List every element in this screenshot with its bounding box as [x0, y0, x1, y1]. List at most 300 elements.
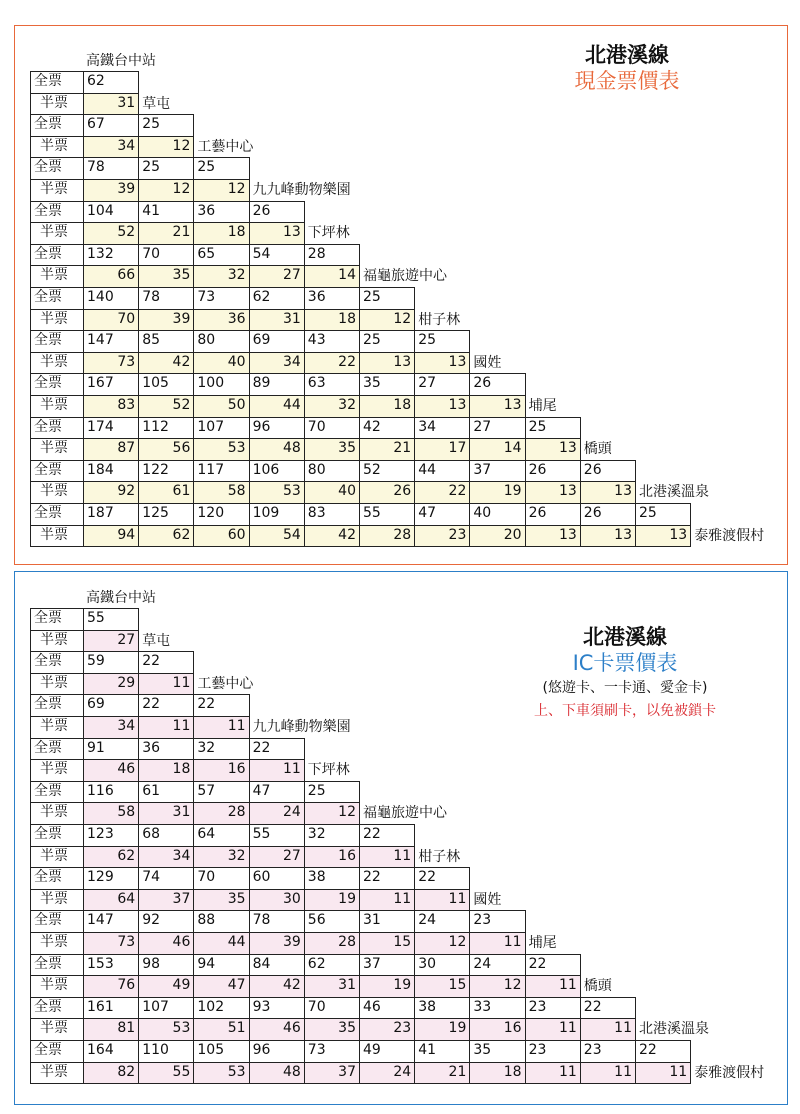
full-fare-cell: 91: [83, 738, 139, 761]
full-fare-label: 全票: [30, 503, 84, 526]
full-fare-label: 全票: [30, 824, 84, 847]
full-fare-cell: 35: [359, 373, 415, 396]
full-fare-cell: 161: [83, 997, 139, 1020]
full-fare-cell: 49: [359, 1040, 415, 1063]
full-fare-cell: 22: [414, 867, 470, 890]
full-fare-cell: 27: [469, 417, 525, 440]
full-fare-cell: 112: [138, 417, 194, 440]
station-name: 高鐵台中站: [86, 53, 156, 69]
half-fare-cell: 73: [83, 932, 139, 955]
full-fare-cell: 24: [414, 910, 470, 933]
full-fare-cell: 25: [359, 287, 415, 310]
full-fare-cell: 32: [193, 738, 249, 761]
half-fare-cell: 11: [635, 1062, 691, 1085]
full-fare-cell: 100: [193, 373, 249, 396]
half-fare-cell: 76: [83, 975, 139, 998]
full-fare-label: 全票: [30, 694, 84, 717]
half-fare-cell: 11: [469, 932, 525, 955]
half-fare-label: 半票: [30, 438, 84, 461]
half-fare-cell: 15: [414, 975, 470, 998]
half-fare-cell: 16: [193, 759, 249, 782]
half-fare-cell: 62: [138, 525, 194, 548]
full-fare-cell: 84: [249, 954, 305, 977]
station-name: 柑子林: [418, 311, 461, 328]
half-fare-cell: 53: [249, 481, 305, 504]
full-fare-label: 全票: [30, 114, 84, 137]
full-fare-cell: 56: [304, 910, 360, 933]
half-fare-cell: 24: [359, 1062, 415, 1085]
full-fare-cell: 24: [469, 954, 525, 977]
full-fare-label: 全票: [30, 373, 84, 396]
half-fare-cell: 13: [580, 481, 636, 504]
full-fare-cell: 69: [249, 330, 305, 353]
half-fare-cell: 48: [249, 1062, 305, 1085]
half-fare-cell: 36: [193, 309, 249, 332]
half-fare-cell: 14: [469, 438, 525, 461]
half-fare-cell: 40: [304, 481, 360, 504]
full-fare-cell: 89: [249, 373, 305, 396]
half-fare-label: 半票: [30, 846, 84, 869]
station-name: 工藝中心: [197, 675, 254, 692]
half-fare-label: 半票: [30, 525, 84, 548]
half-fare-cell: 81: [83, 1018, 139, 1041]
station-name: 草屯: [142, 95, 171, 112]
full-fare-cell: 37: [359, 954, 415, 977]
half-fare-label: 半票: [30, 1062, 84, 1085]
station-name: 工藝中心: [197, 138, 254, 155]
full-fare-cell: 36: [193, 201, 249, 224]
full-fare-cell: 73: [304, 1040, 360, 1063]
station-name: 泰雅渡假村: [694, 1064, 765, 1081]
full-fare-cell: 44: [414, 460, 470, 483]
station-name: 九九峰動物樂園: [252, 182, 351, 198]
full-fare-cell: 70: [138, 244, 194, 267]
half-fare-cell: 39: [83, 179, 139, 202]
half-fare-cell: 51: [193, 1018, 249, 1041]
half-fare-cell: 18: [138, 759, 194, 782]
full-fare-cell: 65: [193, 244, 249, 267]
half-fare-label: 半票: [30, 802, 84, 825]
station-name: 橋頭: [583, 978, 612, 995]
full-fare-cell: 30: [414, 954, 470, 977]
half-fare-cell: 27: [249, 265, 305, 288]
full-fare-cell: 35: [469, 1040, 525, 1063]
half-fare-cell: 13: [580, 525, 636, 548]
full-fare-cell: 22: [249, 738, 305, 761]
half-fare-cell: 19: [414, 1018, 470, 1041]
half-fare-cell: 12: [138, 179, 194, 202]
half-fare-cell: 13: [414, 395, 470, 418]
half-fare-cell: 46: [83, 759, 139, 782]
half-fare-cell: 11: [193, 716, 249, 739]
half-fare-cell: 34: [83, 136, 139, 159]
full-fare-cell: 98: [138, 954, 194, 977]
full-fare-cell: 25: [525, 417, 581, 440]
half-fare-cell: 13: [525, 525, 581, 548]
full-fare-cell: 117: [193, 460, 249, 483]
full-fare-label: 全票: [30, 1040, 84, 1063]
half-fare-label: 半票: [30, 352, 84, 375]
half-fare-label: 半票: [30, 1018, 84, 1041]
table-title: IC卡票價表: [572, 651, 678, 675]
half-fare-cell: 13: [525, 438, 581, 461]
half-fare-cell: 13: [249, 222, 305, 245]
line-name: 北港溪線: [583, 625, 667, 649]
half-fare-cell: 11: [580, 1062, 636, 1085]
full-fare-cell: 22: [580, 997, 636, 1020]
full-fare-cell: 26: [525, 460, 581, 483]
half-fare-cell: 11: [249, 759, 305, 782]
full-fare-cell: 85: [138, 330, 194, 353]
full-fare-cell: 96: [249, 1040, 305, 1063]
half-fare-cell: 18: [304, 309, 360, 332]
station-name: 北港溪溫泉: [639, 484, 709, 501]
half-fare-cell: 55: [138, 1062, 194, 1085]
half-fare-cell: 11: [525, 975, 581, 998]
full-fare-cell: 25: [138, 157, 194, 180]
full-fare-cell: 63: [304, 373, 360, 396]
station-name: 埔尾: [528, 935, 557, 951]
half-fare-cell: 22: [304, 352, 360, 375]
ic-title-block: [515, 624, 735, 722]
full-fare-cell: 47: [249, 781, 305, 804]
half-fare-cell: 15: [359, 932, 415, 955]
full-fare-label: 全票: [30, 997, 84, 1020]
full-fare-cell: 88: [193, 910, 249, 933]
full-fare-cell: 123: [83, 824, 139, 847]
half-fare-cell: 39: [138, 309, 194, 332]
half-fare-cell: 46: [138, 932, 194, 955]
half-fare-cell: 56: [138, 438, 194, 461]
half-fare-label: 半票: [30, 759, 84, 782]
station-name: 福龜旅遊中心: [363, 805, 447, 822]
half-fare-cell: 94: [83, 525, 139, 548]
half-fare-cell: 92: [83, 481, 139, 504]
station-name: 下坪林: [307, 225, 350, 242]
full-fare-cell: 107: [138, 997, 194, 1020]
half-fare-cell: 19: [469, 481, 525, 504]
half-fare-cell: 52: [83, 222, 139, 245]
half-fare-cell: 19: [304, 889, 360, 912]
half-fare-cell: 12: [469, 975, 525, 998]
half-fare-cell: 27: [249, 846, 305, 869]
full-fare-cell: 55: [359, 503, 415, 526]
full-fare-cell: 120: [193, 503, 249, 526]
full-fare-label: 全票: [30, 910, 84, 933]
full-fare-cell: 22: [525, 954, 581, 977]
half-fare-cell: 27: [83, 630, 139, 653]
full-fare-cell: 94: [193, 954, 249, 977]
full-fare-cell: 61: [138, 781, 194, 804]
half-fare-cell: 20: [469, 525, 525, 548]
half-fare-cell: 12: [359, 309, 415, 332]
full-fare-cell: 78: [83, 157, 139, 180]
half-fare-label: 半票: [30, 481, 84, 504]
half-fare-cell: 58: [83, 802, 139, 825]
half-fare-cell: 54: [249, 525, 305, 548]
full-fare-cell: 55: [249, 824, 305, 847]
station-name: 國姓: [473, 354, 502, 371]
full-fare-label: 全票: [30, 651, 84, 674]
half-fare-cell: 11: [138, 716, 194, 739]
half-fare-label: 半票: [30, 136, 84, 159]
full-fare-cell: 23: [469, 910, 525, 933]
station-name: 國姓: [473, 891, 502, 908]
half-fare-cell: 31: [138, 802, 194, 825]
half-fare-label: 半票: [30, 932, 84, 955]
full-fare-cell: 52: [359, 460, 415, 483]
cash-fare-panel: [14, 25, 788, 565]
full-fare-cell: 22: [193, 694, 249, 717]
full-fare-cell: 64: [193, 824, 249, 847]
half-fare-cell: 42: [138, 352, 194, 375]
table-title: 現金票價表: [574, 69, 680, 93]
half-fare-cell: 34: [138, 846, 194, 869]
half-fare-cell: 70: [83, 309, 139, 332]
half-fare-cell: 28: [359, 525, 415, 548]
full-fare-cell: 164: [83, 1040, 139, 1063]
full-fare-cell: 46: [359, 997, 415, 1020]
half-fare-label: 半票: [30, 309, 84, 332]
half-fare-cell: 42: [304, 525, 360, 548]
half-fare-cell: 32: [304, 395, 360, 418]
full-fare-cell: 69: [83, 694, 139, 717]
full-fare-label: 全票: [30, 460, 84, 483]
half-fare-cell: 11: [138, 673, 194, 696]
half-fare-cell: 29: [83, 673, 139, 696]
station-name: 下坪林: [307, 762, 350, 779]
half-fare-cell: 83: [83, 395, 139, 418]
full-fare-label: 全票: [30, 781, 84, 804]
half-fare-cell: 52: [138, 395, 194, 418]
half-fare-cell: 22: [414, 481, 470, 504]
card-types-note: (悠遊卡、一卡通、愛金卡): [542, 680, 708, 696]
full-fare-cell: 78: [249, 910, 305, 933]
half-fare-cell: 48: [249, 438, 305, 461]
full-fare-cell: 80: [304, 460, 360, 483]
full-fare-cell: 26: [580, 503, 636, 526]
full-fare-cell: 31: [359, 910, 415, 933]
half-fare-cell: 24: [249, 802, 305, 825]
full-fare-cell: 62: [83, 71, 139, 94]
full-fare-cell: 122: [138, 460, 194, 483]
full-fare-cell: 33: [469, 997, 525, 1020]
half-fare-label: 半票: [30, 889, 84, 912]
full-fare-cell: 25: [193, 157, 249, 180]
full-fare-cell: 106: [249, 460, 305, 483]
full-fare-cell: 41: [138, 201, 194, 224]
full-fare-cell: 36: [304, 287, 360, 310]
half-fare-label: 半票: [30, 630, 84, 653]
half-fare-label: 半票: [30, 716, 84, 739]
full-fare-cell: 62: [249, 287, 305, 310]
half-fare-cell: 11: [414, 889, 470, 912]
half-fare-cell: 61: [138, 481, 194, 504]
full-fare-label: 全票: [30, 738, 84, 761]
station-name: 福龜旅遊中心: [363, 268, 447, 285]
full-fare-cell: 147: [83, 330, 139, 353]
full-fare-cell: 132: [83, 244, 139, 267]
full-fare-cell: 68: [138, 824, 194, 847]
full-fare-cell: 62: [304, 954, 360, 977]
full-fare-cell: 83: [304, 503, 360, 526]
full-fare-cell: 184: [83, 460, 139, 483]
full-fare-cell: 23: [525, 1040, 581, 1063]
half-fare-cell: 40: [193, 352, 249, 375]
full-fare-cell: 25: [138, 114, 194, 137]
full-fare-cell: 26: [525, 503, 581, 526]
full-fare-cell: 55: [83, 608, 139, 631]
full-fare-label: 全票: [30, 244, 84, 267]
full-fare-cell: 42: [359, 417, 415, 440]
full-fare-cell: 70: [304, 997, 360, 1020]
half-fare-cell: 31: [249, 309, 305, 332]
full-fare-cell: 57: [193, 781, 249, 804]
half-fare-cell: 66: [83, 265, 139, 288]
full-fare-cell: 107: [193, 417, 249, 440]
half-fare-cell: 11: [525, 1062, 581, 1085]
full-fare-cell: 187: [83, 503, 139, 526]
half-fare-cell: 12: [414, 932, 470, 955]
full-fare-cell: 25: [304, 781, 360, 804]
full-fare-cell: 129: [83, 867, 139, 890]
half-fare-cell: 39: [249, 932, 305, 955]
full-fare-cell: 27: [414, 373, 470, 396]
station-name: 橋頭: [583, 441, 612, 458]
station-name: 泰雅渡假村: [694, 527, 765, 544]
half-fare-cell: 53: [193, 438, 249, 461]
full-fare-label: 全票: [30, 201, 84, 224]
full-fare-cell: 105: [193, 1040, 249, 1063]
swipe-warning: 上、下車須刷卡，以免被鎖卡: [534, 703, 716, 719]
half-fare-cell: 32: [193, 265, 249, 288]
half-fare-label: 半票: [30, 93, 84, 116]
half-fare-cell: 28: [304, 932, 360, 955]
full-fare-cell: 22: [138, 694, 194, 717]
full-fare-cell: 41: [414, 1040, 470, 1063]
full-fare-label: 全票: [30, 417, 84, 440]
half-fare-cell: 87: [83, 438, 139, 461]
full-fare-cell: 140: [83, 287, 139, 310]
full-fare-cell: 60: [249, 867, 305, 890]
half-fare-cell: 34: [249, 352, 305, 375]
full-fare-cell: 74: [138, 867, 194, 890]
full-fare-cell: 80: [193, 330, 249, 353]
half-fare-cell: 42: [249, 975, 305, 998]
full-fare-cell: 93: [249, 997, 305, 1020]
full-fare-cell: 70: [304, 417, 360, 440]
half-fare-cell: 13: [414, 352, 470, 375]
half-fare-cell: 82: [83, 1062, 139, 1085]
half-fare-cell: 64: [83, 889, 139, 912]
full-fare-label: 全票: [30, 157, 84, 180]
half-fare-label: 半票: [30, 179, 84, 202]
half-fare-label: 半票: [30, 673, 84, 696]
half-fare-cell: 11: [580, 1018, 636, 1041]
half-fare-cell: 12: [138, 136, 194, 159]
full-fare-cell: 26: [469, 373, 525, 396]
full-fare-cell: 25: [414, 330, 470, 353]
half-fare-cell: 16: [304, 846, 360, 869]
full-fare-cell: 110: [138, 1040, 194, 1063]
full-fare-cell: 34: [414, 417, 470, 440]
full-fare-cell: 23: [580, 1040, 636, 1063]
full-fare-cell: 147: [83, 910, 139, 933]
half-fare-cell: 53: [138, 1018, 194, 1041]
half-fare-cell: 21: [414, 1062, 470, 1085]
full-fare-label: 全票: [30, 954, 84, 977]
half-fare-cell: 35: [193, 889, 249, 912]
half-fare-cell: 18: [469, 1062, 525, 1085]
half-fare-cell: 44: [193, 932, 249, 955]
full-fare-cell: 37: [469, 460, 525, 483]
half-fare-cell: 13: [525, 481, 581, 504]
full-fare-cell: 40: [469, 503, 525, 526]
full-fare-label: 全票: [30, 867, 84, 890]
half-fare-cell: 35: [304, 1018, 360, 1041]
full-fare-cell: 125: [138, 503, 194, 526]
half-fare-cell: 60: [193, 525, 249, 548]
half-fare-cell: 50: [193, 395, 249, 418]
full-fare-label: 全票: [30, 71, 84, 94]
half-fare-cell: 14: [304, 265, 360, 288]
line-name: 北港溪線: [585, 43, 669, 67]
full-fare-cell: 70: [193, 867, 249, 890]
half-fare-cell: 30: [249, 889, 305, 912]
station-name: 草屯: [142, 632, 171, 649]
station-name: 埔尾: [528, 398, 557, 414]
half-fare-cell: 37: [138, 889, 194, 912]
half-fare-cell: 32: [193, 846, 249, 869]
full-fare-label: 全票: [30, 287, 84, 310]
half-fare-cell: 23: [359, 1018, 415, 1041]
half-fare-cell: 13: [635, 525, 691, 548]
half-fare-cell: 37: [304, 1062, 360, 1085]
full-fare-cell: 78: [138, 287, 194, 310]
half-fare-cell: 21: [138, 222, 194, 245]
cash-title-block: [547, 42, 707, 94]
half-fare-cell: 17: [414, 438, 470, 461]
half-fare-label: 半票: [30, 222, 84, 245]
full-fare-cell: 109: [249, 503, 305, 526]
half-fare-cell: 21: [359, 438, 415, 461]
half-fare-cell: 16: [469, 1018, 525, 1041]
full-fare-cell: 104: [83, 201, 139, 224]
full-fare-cell: 38: [414, 997, 470, 1020]
half-fare-cell: 31: [83, 93, 139, 116]
full-fare-cell: 38: [304, 867, 360, 890]
half-fare-cell: 47: [193, 975, 249, 998]
full-fare-cell: 96: [249, 417, 305, 440]
full-fare-cell: 54: [249, 244, 305, 267]
full-fare-cell: 32: [304, 824, 360, 847]
half-fare-cell: 12: [304, 802, 360, 825]
full-fare-cell: 22: [635, 1040, 691, 1063]
half-fare-cell: 26: [359, 481, 415, 504]
half-fare-cell: 62: [83, 846, 139, 869]
full-fare-cell: 167: [83, 373, 139, 396]
full-fare-cell: 43: [304, 330, 360, 353]
half-fare-cell: 11: [359, 846, 415, 869]
half-fare-cell: 11: [525, 1018, 581, 1041]
full-fare-cell: 23: [525, 997, 581, 1020]
full-fare-cell: 92: [138, 910, 194, 933]
half-fare-label: 半票: [30, 975, 84, 998]
full-fare-cell: 25: [359, 330, 415, 353]
ic-fare-panel: [14, 571, 788, 1105]
station-name: 北港溪溫泉: [639, 1021, 709, 1038]
half-fare-label: 半票: [30, 265, 84, 288]
